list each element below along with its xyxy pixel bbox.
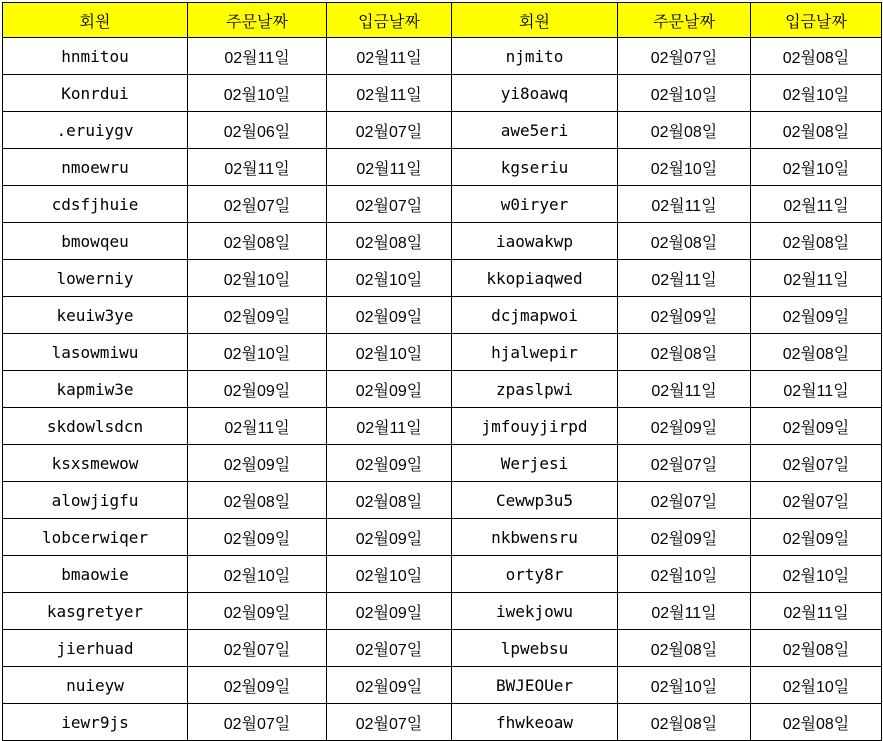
table-row (3, 667, 882, 704)
cell-order-date-1[interactable]: 02월09일 (188, 519, 327, 556)
table-row (3, 38, 882, 75)
cell-payment-date-2[interactable]: 02월11일 (751, 260, 882, 297)
cell-order-date-2[interactable]: 02월08일 (618, 223, 751, 260)
cell-member-2[interactable]: zpaslpwi (452, 371, 618, 408)
cell-order-date-1[interactable]: 02월10일 (188, 260, 327, 297)
cell-member-1[interactable]: bmowqeu (3, 223, 188, 260)
cell-member-2[interactable]: yi8oawq (452, 75, 618, 112)
cell-payment-date-2[interactable]: 02월10일 (751, 149, 882, 186)
cell-payment-date-2[interactable]: 02월08일 (751, 38, 882, 75)
cell-payment-date-1[interactable]: 02월08일 (327, 482, 452, 519)
cell-payment-date-1[interactable]: 02월07일 (327, 704, 452, 741)
cell-payment-date-1[interactable]: 02월10일 (327, 334, 452, 371)
cell-order-date-1[interactable]: 02월10일 (188, 334, 327, 371)
column-header-member-2: 회원 (452, 3, 618, 38)
cell-member-1[interactable]: kapmiw3e (3, 371, 188, 408)
table-row (3, 149, 882, 186)
cell-member-1[interactable]: ksxsmewow (3, 445, 188, 482)
cell-order-date-1[interactable]: 02월07일 (188, 630, 327, 667)
cell-order-date-1[interactable]: 02월08일 (188, 223, 327, 260)
table-row (3, 519, 882, 556)
cell-order-date-1[interactable]: 02월06일 (188, 112, 327, 149)
cell-payment-date-1[interactable]: 02월10일 (327, 556, 452, 593)
table-row (3, 223, 882, 260)
cell-payment-date-1[interactable]: 02월09일 (327, 297, 452, 334)
cell-payment-date-2[interactable]: 02월07일 (751, 482, 882, 519)
cell-member-2[interactable]: BWJEOUer (452, 667, 618, 704)
column-header-order-date-2: 주문날짜 (618, 3, 751, 38)
cell-member-2[interactable]: orty8r (452, 556, 618, 593)
cell-member-1[interactable]: bmaowie (3, 556, 188, 593)
cell-order-date-2[interactable]: 02월07일 (618, 482, 751, 519)
cell-member-1[interactable]: skdowlsdcn (3, 408, 188, 445)
cell-payment-date-2[interactable]: 02월08일 (751, 630, 882, 667)
cell-payment-date-1[interactable]: 02월09일 (327, 519, 452, 556)
cell-order-date-2[interactable]: 02월11일 (618, 186, 751, 223)
cell-member-2[interactable]: jmfouyjirpd (452, 408, 618, 445)
cell-order-date-2[interactable]: 02월10일 (618, 556, 751, 593)
cell-member-1[interactable]: kasgretyer (3, 593, 188, 630)
cell-payment-date-1[interactable]: 02월11일 (327, 75, 452, 112)
cell-order-date-1[interactable]: 02월11일 (188, 408, 327, 445)
cell-order-date-1[interactable]: 02월11일 (188, 149, 327, 186)
table-row (3, 482, 882, 519)
header-row (3, 3, 882, 38)
cell-payment-date-2[interactable]: 02월09일 (751, 297, 882, 334)
cell-payment-date-2[interactable]: 02월09일 (751, 519, 882, 556)
column-header-order-date-1: 주문날짜 (188, 3, 327, 38)
cell-member-1[interactable]: keuiw3ye (3, 297, 188, 334)
cell-payment-date-1[interactable]: 02월07일 (327, 112, 452, 149)
cell-member-1[interactable]: lobcerwiqer (3, 519, 188, 556)
cell-payment-date-2[interactable]: 02월07일 (751, 445, 882, 482)
cell-member-2[interactable]: awe5eri (452, 112, 618, 149)
cell-member-2[interactable]: kkopiaqwed (452, 260, 618, 297)
cell-order-date-2[interactable]: 02월09일 (618, 408, 751, 445)
cell-order-date-2[interactable]: 02월08일 (618, 630, 751, 667)
cell-payment-date-2[interactable]: 02월11일 (751, 593, 882, 630)
cell-member-1[interactable]: alowjigfu (3, 482, 188, 519)
cell-member-2[interactable]: w0iryer (452, 186, 618, 223)
cell-payment-date-1[interactable]: 02월09일 (327, 371, 452, 408)
cell-member-2[interactable]: lpwebsu (452, 630, 618, 667)
cell-order-date-1[interactable]: 02월09일 (188, 593, 327, 630)
cell-payment-date-1[interactable]: 02월11일 (327, 408, 452, 445)
cell-order-date-1[interactable]: 02월07일 (188, 186, 327, 223)
cell-member-2[interactable]: njmito (452, 38, 618, 75)
cell-payment-date-1[interactable]: 02월07일 (327, 630, 452, 667)
cell-member-2[interactable]: Cewwp3u5 (452, 482, 618, 519)
cell-member-1[interactable]: jierhuad (3, 630, 188, 667)
cell-payment-date-2[interactable]: 02월11일 (751, 186, 882, 223)
cell-member-2[interactable]: iwekjowu (452, 593, 618, 630)
cell-order-date-1[interactable]: 02월09일 (188, 297, 327, 334)
cell-payment-date-2[interactable]: 02월08일 (751, 112, 882, 149)
cell-order-date-2[interactable]: 02월10일 (618, 667, 751, 704)
cell-payment-date-1[interactable]: 02월09일 (327, 445, 452, 482)
cell-member-2[interactable]: iaowakwp (452, 223, 618, 260)
cell-payment-date-2[interactable]: 02월10일 (751, 556, 882, 593)
table-row (3, 297, 882, 334)
cell-order-date-2[interactable]: 02월10일 (618, 149, 751, 186)
cell-member-2[interactable]: hjalwepir (452, 334, 618, 371)
table-header (3, 3, 882, 38)
cell-payment-date-2[interactable]: 02월09일 (751, 408, 882, 445)
cell-order-date-2[interactable]: 02월11일 (618, 371, 751, 408)
cell-order-date-2[interactable]: 02월08일 (618, 704, 751, 741)
cell-member-1[interactable]: cdsfjhuie (3, 186, 188, 223)
cell-payment-date-2[interactable]: 02월11일 (751, 371, 882, 408)
cell-payment-date-2[interactable]: 02월08일 (751, 704, 882, 741)
table-row (3, 112, 882, 149)
cell-member-2[interactable]: fhwkeoaw (452, 704, 618, 741)
cell-member-2[interactable]: dcjmapwoi (452, 297, 618, 334)
table-row (3, 260, 882, 297)
cell-order-date-1[interactable]: 02월08일 (188, 482, 327, 519)
column-header-member-1: 회원 (3, 3, 188, 38)
cell-order-date-1[interactable]: 02월10일 (188, 556, 327, 593)
cell-payment-date-1[interactable]: 02월09일 (327, 593, 452, 630)
cell-payment-date-1[interactable]: 02월11일 (327, 38, 452, 75)
table-row (3, 371, 882, 408)
table-row (3, 186, 882, 223)
table-row (3, 445, 882, 482)
cell-order-date-2[interactable]: 02월07일 (618, 445, 751, 482)
cell-order-date-1[interactable]: 02월10일 (188, 75, 327, 112)
cell-payment-date-1[interactable]: 02월09일 (327, 667, 452, 704)
cell-payment-date-1[interactable]: 02월07일 (327, 186, 452, 223)
cell-member-1[interactable]: iewr9js (3, 704, 188, 741)
cell-order-date-2[interactable]: 02월11일 (618, 260, 751, 297)
cell-order-date-2[interactable]: 02월07일 (618, 38, 751, 75)
member-order-table (2, 2, 882, 741)
table-row (3, 593, 882, 630)
table-row (3, 408, 882, 445)
cell-order-date-2[interactable]: 02월09일 (618, 519, 751, 556)
cell-member-2[interactable]: nkbwensru (452, 519, 618, 556)
cell-member-2[interactable]: Werjesi (452, 445, 618, 482)
table-row (3, 704, 882, 741)
cell-member-1[interactable]: .eruiygv (3, 112, 188, 149)
cell-order-date-2[interactable]: 02월09일 (618, 297, 751, 334)
cell-member-1[interactable]: nuieyw (3, 667, 188, 704)
cell-order-date-2[interactable]: 02월10일 (618, 75, 751, 112)
cell-order-date-2[interactable]: 02월11일 (618, 593, 751, 630)
cell-member-1[interactable]: lasowmiwu (3, 334, 188, 371)
cell-member-1[interactable]: Konrdui (3, 75, 188, 112)
table-row (3, 630, 882, 667)
column-header-payment-date-2: 입금날짜 (751, 3, 882, 38)
cell-payment-date-1[interactable]: 02월08일 (327, 223, 452, 260)
cell-payment-date-1[interactable]: 02월10일 (327, 260, 452, 297)
cell-member-1[interactable]: nmoewru (3, 149, 188, 186)
cell-order-date-1[interactable]: 02월07일 (188, 704, 327, 741)
column-header-payment-date-1: 입금날짜 (327, 3, 452, 38)
cell-payment-date-1[interactable]: 02월11일 (327, 149, 452, 186)
table-body (3, 38, 882, 741)
cell-payment-date-2[interactable]: 02월10일 (751, 75, 882, 112)
cell-member-1[interactable]: hnmitou (3, 38, 188, 75)
cell-order-date-2[interactable]: 02월08일 (618, 112, 751, 149)
cell-payment-date-2[interactable]: 02월10일 (751, 667, 882, 704)
table-row (3, 75, 882, 112)
cell-order-date-1[interactable]: 02월09일 (188, 667, 327, 704)
cell-payment-date-2[interactable]: 02월08일 (751, 334, 882, 371)
cell-order-date-1[interactable]: 02월11일 (188, 38, 327, 75)
cell-order-date-2[interactable]: 02월08일 (618, 334, 751, 371)
cell-member-1[interactable]: lowerniy (3, 260, 188, 297)
cell-order-date-1[interactable]: 02월09일 (188, 445, 327, 482)
cell-payment-date-2[interactable]: 02월08일 (751, 223, 882, 260)
table-row (3, 334, 882, 371)
table-row (3, 556, 882, 593)
cell-member-2[interactable]: kgseriu (452, 149, 618, 186)
cell-order-date-1[interactable]: 02월09일 (188, 371, 327, 408)
